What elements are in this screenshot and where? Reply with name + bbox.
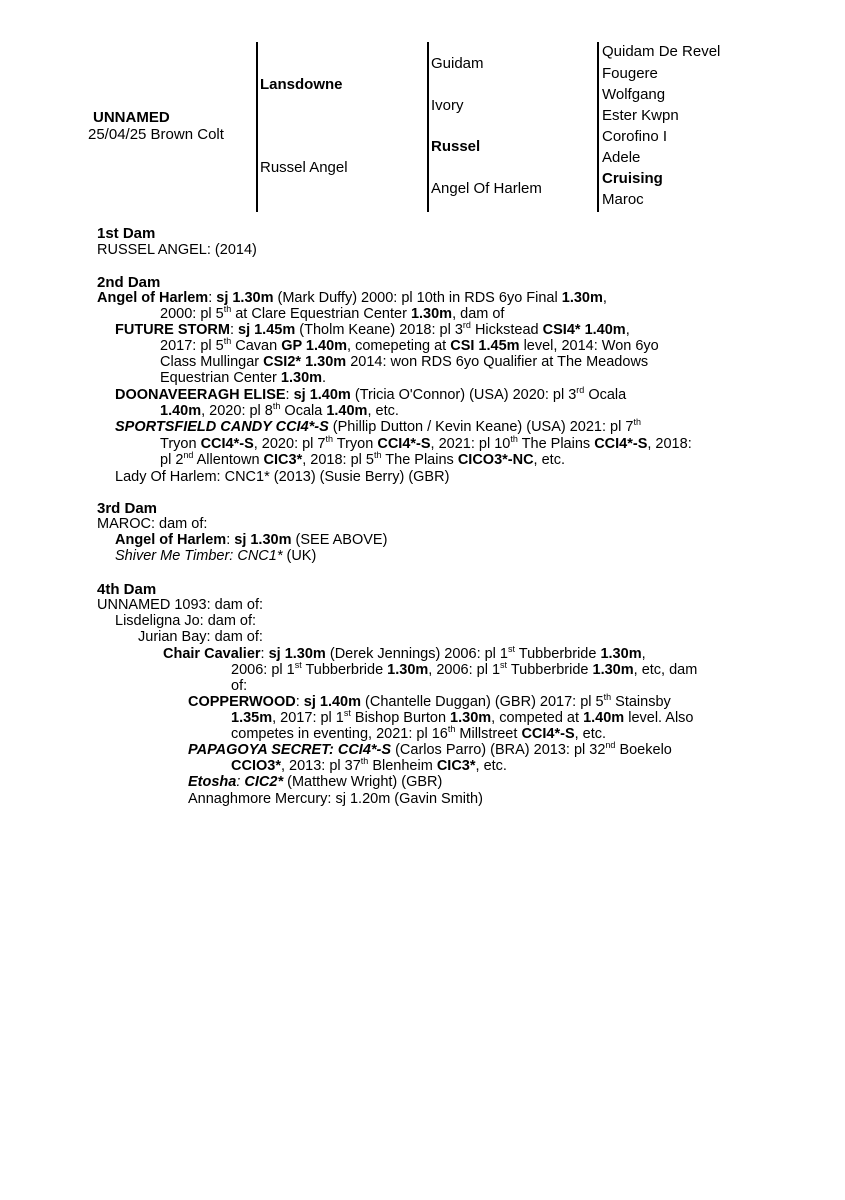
descendant-line: Jurian Bay: dam of:	[138, 629, 263, 645]
produce-entry: PAPAGOYA SECRET: CCI4*-S (Carlos Parro) (BRA) 2013: pl 32nd Boekelo	[188, 740, 672, 758]
sire-dam-name: Ivory	[431, 97, 464, 114]
fourth-dam-line: UNNAMED 1093: dam of:	[97, 597, 264, 613]
produce-entry-cont: 2006: pl 1st Tubberbride 1.30m, 2006: pl 1st Tubberbride 1.30m, etc, dam	[231, 660, 698, 678]
produce-entry-cont: pl 2nd Allentown CIC3*, 2018: pl 5th The Plains CICO3*-NC, etc.	[160, 450, 565, 468]
gen4-name: Corofino I	[602, 128, 668, 145]
gen4-name: Wolfgang	[602, 86, 666, 103]
subject-name: UNNAMED	[93, 109, 170, 126]
produce-entry-cont: 1.40m, 2020: pl 8th Ocala 1.40m, etc.	[160, 401, 399, 419]
produce-entry-cont: 2000: pl 5th at Clare Equestrian Center 1.30m, dam of	[160, 304, 505, 322]
pedigree-divider	[597, 42, 599, 212]
section-heading-2nd-dam: 2nd Dam	[97, 274, 161, 291]
pedigree-divider	[427, 42, 429, 212]
third-dam-line: MAROC: dam of:	[97, 516, 208, 532]
produce-entry-cont: 2017: pl 5th Cavan GP 1.40m, comepeting at CSI 1.45m level, 2014: Won 6yo	[160, 336, 659, 354]
produce-entry: SPORTSFIELD CANDY CCI4*-S (Phillip Dutton / Kevin Keane) (USA) 2021: pl 7th	[115, 417, 641, 435]
produce-entry: DOONAVEERAGH ELISE: sj 1.40m (Tricia O'Connor) (USA) 2020: pl 3rd Ocala	[115, 385, 627, 403]
produce-entry: FUTURE STORM: sj 1.45m (Tholm Keane) 2018: pl 3rd Hickstead CSI4* 1.40m,	[115, 320, 630, 338]
gen4-name: Cruising	[602, 170, 663, 187]
section-heading-3rd-dam: 3rd Dam	[97, 500, 158, 517]
dam-dam-name: Angel Of Harlem	[431, 180, 542, 197]
dam-name: Russel Angel	[260, 159, 348, 176]
subject-details: 25/04/25 Brown Colt	[88, 126, 224, 143]
gen4-name: Quidam De Revel	[602, 43, 721, 60]
produce-entry: Chair Cavalier: sj 1.30m (Derek Jennings) 2006: pl 1st Tubberbride 1.30m,	[163, 644, 646, 662]
gen4-name: Fougere	[602, 65, 658, 82]
produce-entry: Annaghmore Mercury: sj 1.20m (Gavin Smith)	[188, 791, 483, 807]
descendant-line: Lisdeligna Jo: dam of:	[115, 613, 257, 629]
sire-name: Lansdowne	[260, 76, 343, 93]
produce-entry: Angel of Harlem: sj 1.30m (Mark Duffy) 2000: pl 10th in RDS 6yo Final 1.30m,	[97, 290, 607, 306]
pedigree-divider	[256, 42, 258, 212]
gen4-name: Adele	[602, 149, 641, 166]
produce-entry: COPPERWOOD: sj 1.40m (Chantelle Duggan) (GBR) 2017: pl 5th Stainsby	[188, 692, 671, 710]
produce-entry-cont: 1.35m, 2017: pl 1st Bishop Burton 1.30m, competed at 1.40m level. Also	[231, 708, 694, 726]
produce-entry: Angel of Harlem: sj 1.30m (SEE ABOVE)	[115, 532, 388, 548]
dam-sire-name: Russel	[431, 138, 481, 155]
gen4-name: Ester Kwpn	[602, 107, 679, 124]
produce-entry-cont: Equestrian Center 1.30m.	[160, 370, 327, 386]
produce-entry-cont: Tryon CCI4*-S, 2020: pl 7th Tryon CCI4*-S, 2021: pl 10th The Plains CCI4*-S, 2018:	[160, 434, 692, 452]
sire-sire-name: Guidam	[431, 55, 484, 72]
produce-entry: Etosha: CIC2* (Matthew Wright) (GBR)	[188, 774, 443, 790]
produce-entry: Lady Of Harlem: CNC1* (2013) (Susie Berry) (GBR)	[115, 469, 450, 485]
gen4-name: Maroc	[602, 191, 644, 208]
produce-entry-cont: CCIO3*, 2013: pl 37th Blenheim CIC3*, etc.	[231, 756, 507, 774]
produce-entry-cont: competes in eventing, 2021: pl 16th Millstreet CCI4*-S, etc.	[231, 724, 607, 742]
section-heading-1st-dam: 1st Dam	[97, 225, 156, 242]
produce-entry: Shiver Me Timber: CNC1* (UK)	[115, 548, 317, 564]
produce-entry-cont: of:	[231, 678, 248, 694]
produce-entry-cont: Class Mullingar CSI2* 1.30m 2014: won RDS 6yo Qualifier at The Meadows	[160, 354, 649, 370]
section-heading-4th-dam: 4th Dam	[97, 581, 157, 598]
first-dam-line: RUSSEL ANGEL: (2014)	[97, 242, 257, 258]
